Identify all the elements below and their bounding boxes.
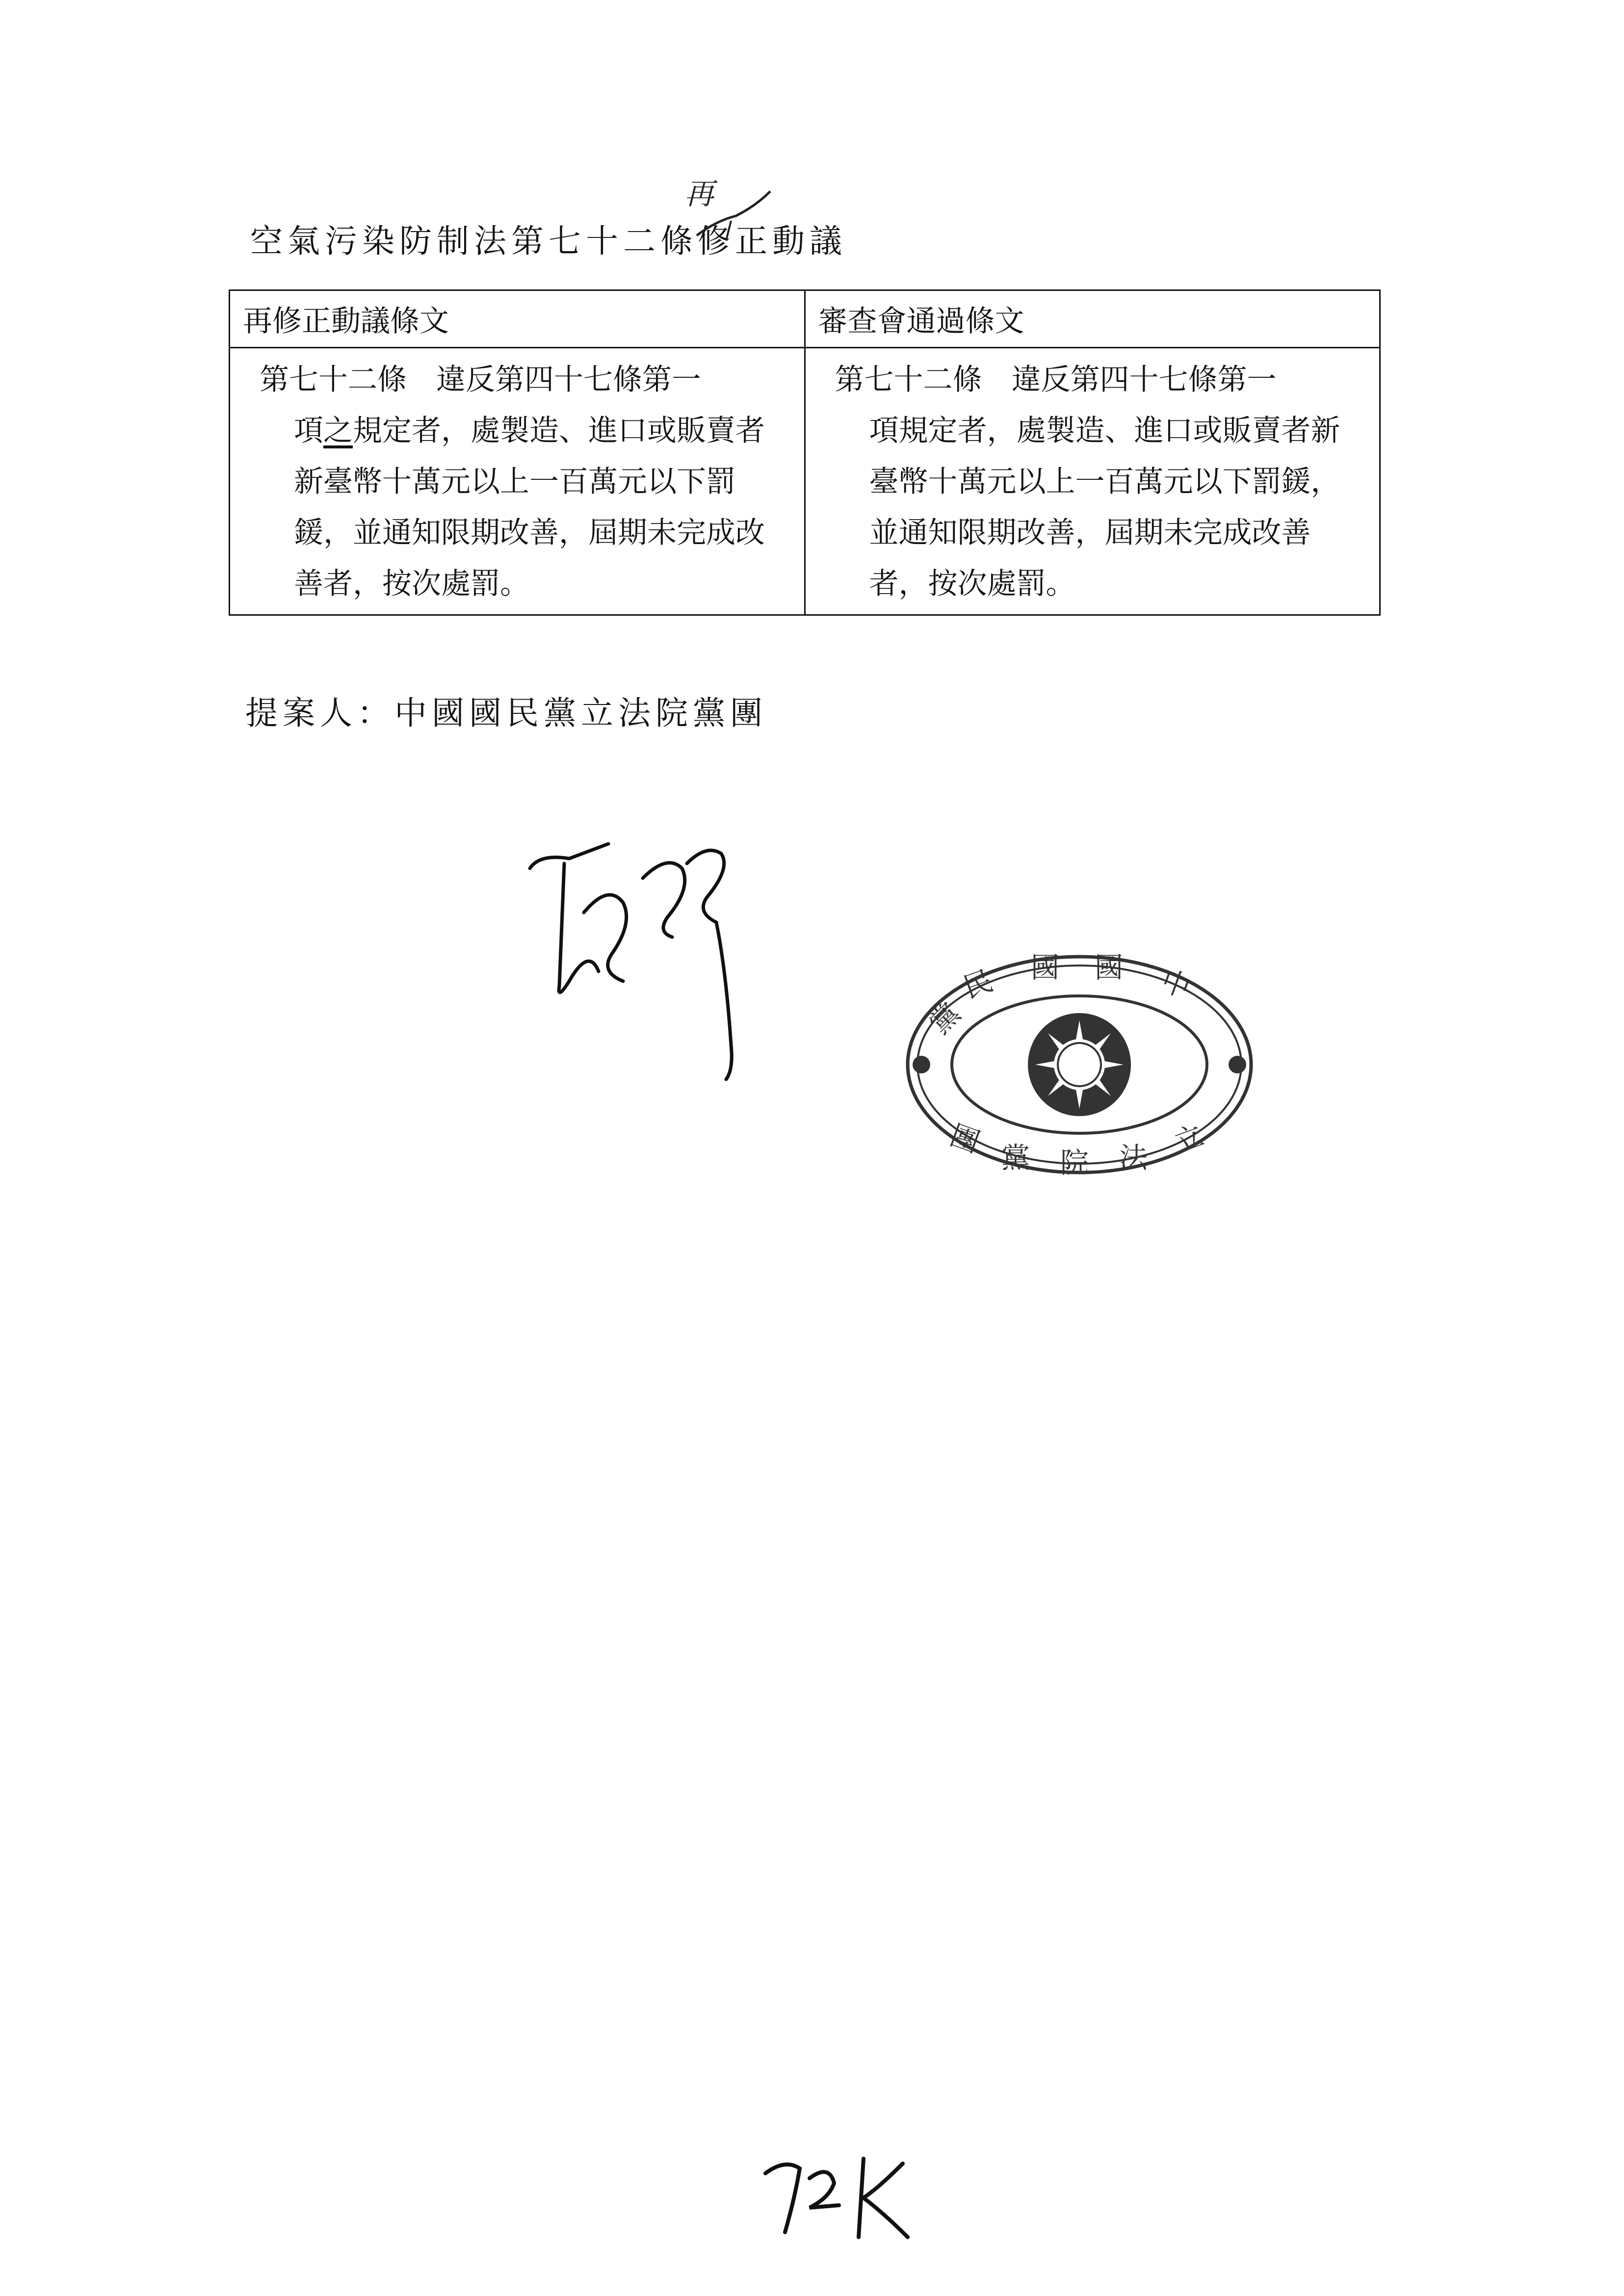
committee-article-cell (805, 348, 1380, 615)
header-committee-version: 審查會通過條文 (805, 290, 1380, 348)
committee-article-number: 第七十二條 (835, 363, 982, 397)
title-part-1: 空氣污染防制法第七十二條 (250, 222, 698, 260)
svg-text:中: 中 (1156, 964, 1195, 1005)
svg-text:立: 立 (1170, 1118, 1208, 1160)
svg-text:黨: 黨 (1001, 1141, 1030, 1174)
handwritten-signature (510, 824, 785, 1099)
svg-text:院: 院 (1060, 1146, 1089, 1179)
header-revised-motion: 再修正動議條文 (230, 290, 805, 348)
handwritten-page-mark (756, 2144, 917, 2242)
revised-article-body (260, 405, 790, 609)
svg-text:國: 國 (1030, 951, 1060, 984)
committee-article-line1: 違反第四十七條第一 (1011, 363, 1277, 397)
comparison-table (229, 289, 1381, 616)
party-seal (898, 947, 1261, 1182)
committee-article-head (835, 354, 1366, 405)
svg-text:團: 團 (945, 1118, 984, 1160)
svg-text:法: 法 (1119, 1141, 1148, 1174)
svg-text:黨: 黨 (923, 996, 967, 1041)
table-row (230, 348, 1380, 615)
svg-text:國: 國 (1094, 951, 1124, 984)
revised-body-underlined: 之 (323, 414, 353, 448)
revised-body-post: 規定者，處製造、進口或販賣者新臺幣十萬元以上一百萬元以下罰鍰，並通知限期改善，屆期未完成改善者，按次處罰。 (294, 414, 765, 601)
revised-article-line1: 違反第四十七條第一 (436, 363, 701, 397)
svg-text:民: 民 (959, 964, 997, 1005)
party-emblem-icon (1028, 1013, 1131, 1116)
revised-body-pre: 項 (294, 414, 323, 448)
revised-article-head (260, 354, 790, 405)
insert-caret-icon (687, 162, 775, 245)
revised-article-number: 第七十二條 (260, 363, 407, 397)
revised-article-cell (230, 348, 805, 615)
table-header-row (230, 290, 1380, 348)
title-part-2: 修正動議 (698, 222, 847, 260)
proposer-line: 提案人：中國國民黨立法院黨團 (245, 694, 767, 732)
committee-article-body: 項規定者，處製造、進口或販賣者新臺幣十萬元以上一百萬元以下罰鍰，並通知限期改善，屆期未完成改善者，按次處罰。 (869, 414, 1340, 601)
handwritten-insert-mark: 再 (684, 177, 714, 211)
